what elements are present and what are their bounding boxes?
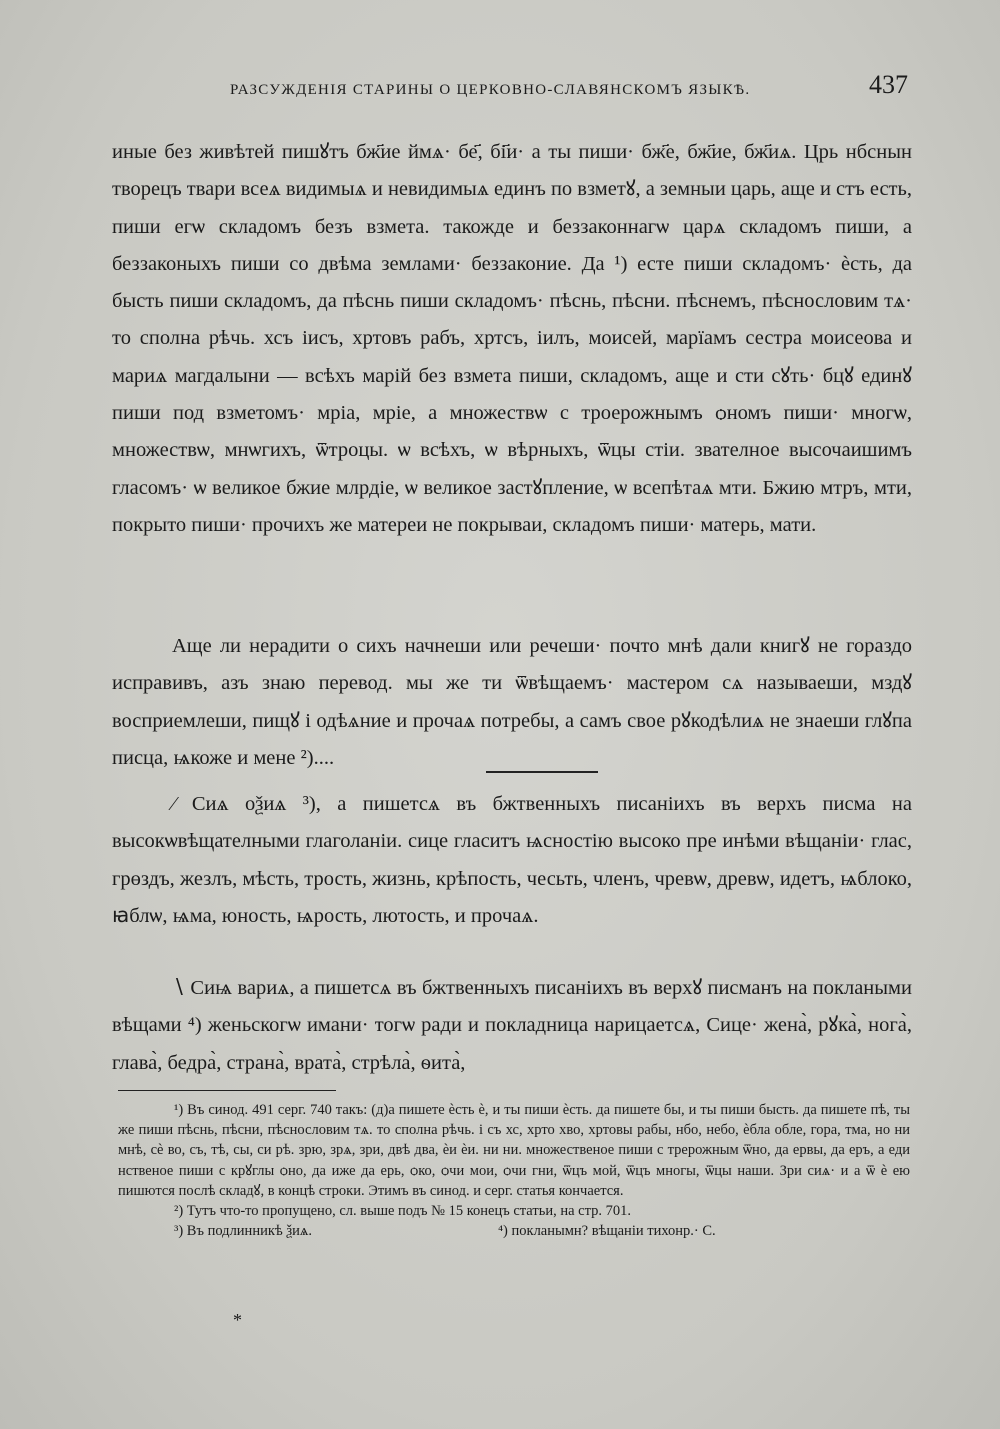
footnote-3: ³) Въ подлинникѣ ѯиѧ. xyxy=(174,1223,313,1240)
main-text xyxy=(112,134,912,778)
footnote-rule xyxy=(118,1090,336,1091)
section-varia xyxy=(112,970,912,1082)
section-divider xyxy=(486,771,598,773)
paragraph-2: Аще ли нерадити о сихъ начнеши или речеши· почто мнѣ дали книгꙋ не гораздо исправивъ, азъ знаю перевод. мы же ти ѿвѣщаемъ· мастером сѧ называеши, мздꙋ восприемлеши, пищꙋ і одѣѧние и прочаѧ потребы, а самъ свое рꙋкодѣлиѧ не знаеши глꙋпа писца, ѩкоже и мене ²).... xyxy=(112,635,912,769)
signature-asterisk: * xyxy=(233,1310,242,1330)
footnote-1: ¹) Въ синод. 491 серг. 740 такъ: (д)а пишете ѐсть ѐ, и ты пиши ѐсть. да пишете бы, и ты пиши бысть. да пишете пѣ, ты же пиши пѣснь, пѣсни, пѣснословим тѧ. то сполна рѣчь. і съ хс, хрто хво, хртовы рабы, нбо, небо, ѐбла обле, гора, тма, но ни мнѣ, сѐ во, съ, тѣ, сы, си рѣ. зрю, зрѧ, зри, двѣ два, ѐи ѐи. ни ни. множественое пиши с трерожным ѿно, да ервы, да еръ, а еди нственое пиши с крꙋглы ѻно, да иже да ерь, ѻко, ѻчи мои, ѻчи гни, ѿцъ мой, ѿцъ многы, ѿцы наши. Зри сиѧ· и а ѿ ѐ ею пишются послѣ складꙋ, в концѣ строки. Этимъ въ синод. и серг. статья кончается. xyxy=(118,1102,910,1199)
paragraph-4: ∖ Сиѩ вариѧ, а пишетсѧ въ бжтвенныхъ писаніихъ въ верхꙋ писманъ на поклаными вѣщами ⁴) женьскогѡ имани· тогѡ ради и покладница нарицаетсѧ, Сице· жена̀, рꙋка̀, нога̀, глава̀, бедра̀, страна̀, врата̀, стрѣла̀, ѳита̀, xyxy=(112,977,912,1074)
page-number: 437 xyxy=(869,70,908,99)
footnote-2: ²) Тутъ что-то пропущено, сл. выше подъ № 15 конецъ статьи, на стр. 701. xyxy=(174,1203,631,1220)
paragraph-1: иные без живѣтей пишꙋтъ бж҃ие ймѧ· бе҃, бі҃и· а ты пиши· бж҃е, бж҃ие, бж҃иѧ. Црь нбснын творецъ твари всеѧ видимыѧ и невидимыѧ единъ по взметꙋ, а земныи царь, аще и стъ есть, пиши егѡ складомъ безъ взмета. такожде и беззаконнагѡ царѧ складомъ пиши, а беззаконыхъ пиши со двѣма землами· беззаконие. Да ¹) есте пиши складомъ· ѐсть, да бысть пиши складомъ, да пѣснь пиши складомъ· пѣснь, пѣсни. пѣснемъ, пѣснословим тѧ· то сполна рѣчь. хсъ іисъ, хртовъ рабъ, хртсъ, іилъ, моисей, марїамъ сестра моисеова и мариѧ магдалыни — всѣхъ марій без взмета пиши, складомъ, аще и сти сꙋть· бцꙋ единꙋ пиши под взметомъ· мріа, мріе, а множествѡ с троерожнымъ ѻномъ пиши· многѡ, множествѡ, мнѡгихъ, ѿтроцы. ѡ всѣхъ, ѡ вѣрныхъ, ѿцы стіи. звателное высочаишимъ гласомъ· ѡ великое бжие млрдіе, ѡ великое застꙋпление, ѡ всепѣтаѧ мти. Бжию мтръ, мти, покрыто пиши· прочихъ же матереи не покрываи, складомъ пиши· матерь, мати. xyxy=(112,141,912,536)
footnote-row xyxy=(118,1221,910,1241)
paragraph-3: ⁄ Сиѧ оѯиѧ ³), а пишетсѧ въ бжтвенныхъ писаніихъ въ верхъ писма на высокѡвѣщателными глаголаніи. сице гласитъ ѩсностію высоко пре инѣми вѣщаніи· глас, грөздъ, жезлъ, мѣсть, трость, жизнь, крѣпость, чесьть, членъ, чревѡ, древѡ, идетъ, ѩблоко, ꙗблѡ, ѩма, юность, ѩрость, лютость, и прочаѧ. xyxy=(112,793,912,927)
section-oxia xyxy=(112,786,912,935)
footnote-4: ⁴) покланымн? вѣщаніи тихонр.· С. xyxy=(498,1223,716,1240)
footnotes xyxy=(118,1100,910,1241)
running-title: РАЗСУЖДЕНІЯ СТАРИНЫ О ЦЕРКОВНО-СЛАВЯНСКОМЪ ЯЗЫКѢ. xyxy=(230,82,751,98)
